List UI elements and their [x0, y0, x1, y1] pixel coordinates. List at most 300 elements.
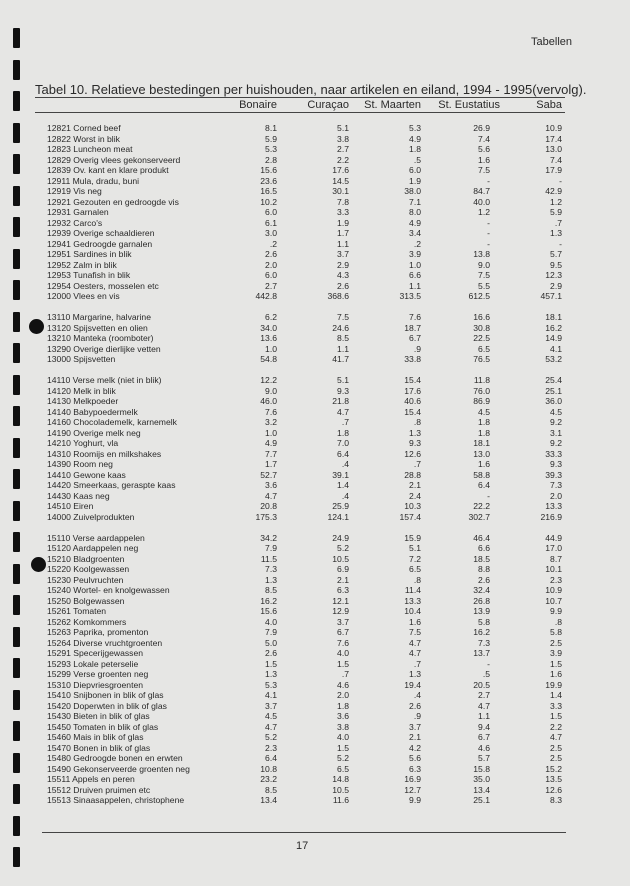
cell-curacao: 12.9	[332, 606, 349, 616]
cell-curacao: 6.7	[337, 627, 349, 637]
cell-curacao: 2.1	[337, 574, 349, 585]
cell-st-maarten: 6.3	[409, 763, 421, 774]
cell-saba: -	[559, 175, 562, 186]
title-rule	[35, 97, 565, 98]
table-row	[0, 753, 630, 764]
cell-st-eustatius: 11.8	[473, 375, 490, 385]
cell-st-eustatius: -	[487, 228, 490, 238]
cell-st-maarten: .8	[413, 574, 421, 585]
group-spacer	[0, 302, 630, 313]
table-row	[0, 690, 630, 701]
cell-curacao: 14.8	[332, 774, 349, 784]
row-label: 12931 Garnalen	[47, 207, 109, 217]
cell-st-maarten: 4.9	[409, 217, 421, 228]
table-row	[0, 680, 630, 691]
cell-curacao: 5.1	[337, 123, 349, 133]
cell-st-maarten: 1.3	[409, 669, 421, 679]
row-label: 13000 Spijsvetten	[47, 354, 116, 364]
cell-bonaire: 6.4	[265, 753, 277, 763]
table-row	[0, 722, 630, 733]
cell-st-eustatius: -	[487, 490, 490, 501]
cell-curacao: 4.0	[337, 648, 349, 658]
cell-st-maarten: 18.7	[404, 322, 421, 333]
cell-saba: 1.6	[550, 669, 562, 679]
row-label: 15420 Doperwten in blik of glas	[47, 700, 167, 711]
cell-bonaire: 16.5	[260, 186, 277, 196]
cell-bonaire: 3.6	[265, 480, 277, 490]
cell-curacao: 2.7	[337, 144, 349, 154]
cell-saba: 17.0	[545, 543, 562, 553]
cell-saba: 1.3	[550, 228, 562, 238]
cell-st-eustatius: 4.6	[478, 742, 490, 753]
cell-saba: 2.5	[550, 753, 562, 763]
cell-bonaire: 34.2	[260, 532, 277, 543]
table-row	[0, 344, 630, 355]
cell-st-maarten: 40.6	[404, 396, 421, 406]
table-row	[0, 144, 630, 155]
cell-saba: 3.9	[550, 648, 562, 658]
table-row	[0, 480, 630, 491]
table-title: Tabel 10. Relatieve bestedingen per huishouden, naar artikelen en eiland, 1994 - 1995(vervolg).	[35, 82, 587, 97]
table-row	[0, 627, 630, 638]
table-row	[0, 333, 630, 344]
cell-bonaire: 1.7	[265, 459, 277, 469]
cell-st-eustatius: 7.5	[478, 165, 490, 175]
cell-curacao: 6.3	[337, 585, 349, 595]
cell-st-maarten: .4	[413, 690, 421, 700]
cell-curacao: 3.7	[337, 616, 349, 627]
cell-saba: 5.9	[550, 207, 562, 217]
cell-st-maarten: 33.8	[404, 354, 421, 364]
cell-st-maarten: .2	[413, 238, 421, 249]
group-spacer	[0, 522, 630, 533]
cell-curacao: 7.0	[337, 438, 349, 448]
row-label: 12839 Ov. kant en klare produkt	[47, 165, 169, 175]
table-row	[0, 165, 630, 176]
cell-st-maarten: 6.5	[409, 564, 421, 574]
cell-bonaire: 3.2	[265, 417, 277, 427]
row-label: 15220 Koolgewassen	[47, 564, 130, 574]
row-label: 15410 Snijbonen in blik of glas	[47, 690, 164, 700]
cell-curacao: 14.5	[332, 175, 349, 186]
table-row	[0, 491, 630, 502]
cell-st-eustatius: .5	[482, 669, 490, 679]
cell-saba: 1.5	[550, 711, 562, 721]
cell-curacao: 24.9	[332, 532, 349, 543]
cell-st-eustatius: 84.7	[473, 186, 490, 196]
row-label: 15263 Paprika, promenton	[47, 627, 149, 637]
cell-st-eustatius: 5.8	[478, 616, 490, 627]
cell-st-maarten: 5.1	[409, 543, 421, 553]
cell-curacao: 4.7	[337, 406, 349, 417]
cell-curacao: 1.9	[337, 217, 349, 228]
row-label: 13120 Spijsvetten en olien	[47, 322, 148, 333]
cell-bonaire: 2.7	[265, 280, 277, 291]
table-row	[0, 228, 630, 239]
row-label: 15230 Peulvruchten	[47, 574, 124, 585]
cell-bonaire: 4.5	[265, 711, 277, 721]
cell-saba: 1.5	[550, 658, 562, 669]
cell-st-maarten: 6.7	[409, 333, 421, 343]
cell-bonaire: 1.5	[265, 658, 277, 669]
table-row	[0, 732, 630, 743]
cell-bonaire: 1.0	[265, 427, 277, 438]
row-label: 15291 Specerijgewassen	[47, 648, 144, 658]
row-label: 12939 Overige schaaldieren	[47, 228, 155, 238]
cell-saba: 1.2	[550, 196, 562, 207]
table-row	[0, 281, 630, 292]
cell-curacao: 5.2	[337, 753, 349, 763]
cell-st-eustatius: 9.4	[478, 721, 490, 732]
cell-st-maarten: 2.1	[409, 732, 421, 742]
table-row	[0, 239, 630, 250]
table-row	[0, 438, 630, 449]
cell-curacao: 5.1	[337, 375, 349, 385]
cell-st-maarten: 15.9	[404, 532, 421, 543]
row-label: 12932 Carco's	[47, 217, 103, 228]
cell-st-maarten: 1.0	[409, 259, 421, 270]
row-label: 15430 Bieten in blik of glas	[47, 711, 150, 721]
cell-st-maarten: 10.3	[404, 501, 421, 511]
cell-curacao: 12.1	[332, 595, 349, 606]
row-label: 13290 Overige dierlijke vetten	[47, 343, 161, 354]
cell-curacao: 3.8	[337, 721, 349, 732]
cell-st-maarten: .9	[413, 343, 421, 354]
table-row	[0, 669, 630, 680]
cell-saba: 9.2	[550, 438, 562, 448]
cell-curacao: 2.6	[337, 280, 349, 291]
cell-curacao: 10.5	[332, 553, 349, 564]
table-row	[0, 795, 630, 806]
cell-st-maarten: 4.7	[409, 648, 421, 658]
cell-bonaire: 4.7	[265, 490, 277, 501]
row-label: 15490 Gekonserveerde groenten neg	[47, 763, 190, 774]
row-label: 15120 Aardappelen neg	[47, 543, 139, 553]
cell-bonaire: 1.3	[265, 574, 277, 585]
cell-bonaire: 4.9	[265, 438, 277, 448]
table-row	[0, 575, 630, 586]
row-label: 15470 Bonen in blik of glas	[47, 742, 151, 753]
row-label: 14210 Yoghurt, vla	[47, 438, 119, 448]
cell-st-maarten: 313.5	[399, 291, 421, 301]
cell-st-eustatius: 7.3	[478, 637, 490, 648]
row-label: 14420 Smeerkaas, geraspte kaas	[47, 480, 176, 490]
cell-curacao: 4.3	[337, 270, 349, 280]
row-label: 12821 Corned beef	[47, 123, 121, 133]
cell-saba: 2.5	[550, 637, 562, 648]
table-row	[0, 648, 630, 659]
cell-saba: 2.2	[550, 721, 562, 732]
cell-curacao: 9.3	[337, 385, 349, 396]
row-label: 15299 Verse groenten neg	[47, 669, 149, 679]
group-spacer	[0, 365, 630, 376]
binding-mark	[13, 28, 20, 48]
cell-curacao: 10.5	[332, 784, 349, 795]
cell-st-eustatius: -	[487, 217, 490, 228]
cell-saba: 14.9	[545, 333, 562, 343]
cell-st-eustatius: 76.5	[473, 354, 490, 364]
cell-saba: 15.2	[545, 763, 562, 774]
cell-curacao: 24.6	[332, 322, 349, 333]
cell-st-eustatius: 1.8	[478, 417, 490, 427]
cell-bonaire: 7.6	[265, 406, 277, 417]
binding-mark	[13, 847, 20, 867]
cell-saba: 1.4	[550, 690, 562, 700]
row-label: 12919 Vis neg	[47, 186, 102, 196]
cell-curacao: .7	[341, 669, 349, 679]
cell-bonaire: 46.0	[260, 396, 277, 406]
row-label: 12951 Sardines in blik	[47, 249, 132, 259]
cell-curacao: 1.8	[337, 427, 349, 438]
cell-bonaire: 13.4	[260, 795, 277, 805]
table-row	[0, 176, 630, 187]
cell-bonaire: .2	[269, 238, 277, 249]
cell-curacao: 1.1	[337, 238, 349, 249]
cell-saba: 13.3	[545, 501, 562, 511]
cell-bonaire: 15.6	[260, 165, 277, 175]
cell-st-maarten: 1.9	[409, 175, 421, 186]
cell-bonaire: 2.3	[265, 742, 277, 753]
binding-mark	[13, 816, 20, 836]
cell-st-maarten: 2.6	[409, 700, 421, 711]
cell-saba: 17.9	[545, 165, 562, 175]
cell-bonaire: 7.3	[265, 564, 277, 574]
cell-st-maarten: 12.7	[404, 784, 421, 795]
cell-saba: 9.5	[550, 259, 562, 270]
cell-curacao: 2.2	[337, 154, 349, 165]
cell-curacao: 7.8	[337, 196, 349, 207]
cell-saba: 17.4	[545, 133, 562, 144]
cell-st-eustatius: 1.2	[478, 207, 490, 217]
row-label: 14130 Melkpoeder	[47, 396, 119, 406]
cell-st-maarten: 4.2	[409, 742, 421, 753]
cell-st-maarten: 7.2	[409, 553, 421, 564]
cell-curacao: 8.5	[337, 333, 349, 343]
cell-st-eustatius: 18.5	[473, 553, 490, 564]
cell-bonaire: 442.8	[255, 291, 277, 301]
row-label: 14510 Eiren	[47, 501, 94, 511]
cell-saba: 2.0	[550, 490, 562, 501]
cell-saba: 33.3	[545, 448, 562, 459]
row-label: 14160 Chocolademelk, karnemelk	[47, 417, 177, 427]
table-row	[0, 396, 630, 407]
table-row	[0, 564, 630, 575]
cell-bonaire: 6.0	[265, 270, 277, 280]
table-row	[0, 291, 630, 302]
cell-curacao: 7.6	[337, 637, 349, 648]
cell-saba: 216.9	[540, 511, 562, 522]
cell-bonaire: 10.2	[260, 196, 277, 207]
cell-saba: 2.5	[550, 742, 562, 753]
cell-st-maarten: 6.0	[409, 165, 421, 175]
cell-bonaire: 5.3	[265, 144, 277, 154]
cell-st-eustatius: 20.5	[473, 679, 490, 690]
cell-curacao: 4.6	[337, 679, 349, 690]
table-row	[0, 659, 630, 670]
cell-curacao: 4.0	[337, 732, 349, 742]
cell-bonaire: 9.0	[265, 385, 277, 396]
cell-bonaire: 23.2	[260, 774, 277, 784]
cell-saba: 10.9	[545, 123, 562, 133]
cell-saba: 9.9	[550, 606, 562, 616]
data-table	[0, 123, 630, 806]
cell-st-eustatius: 15.8	[473, 763, 490, 774]
cell-st-eustatius: 13.4	[473, 784, 490, 795]
cell-st-eustatius: 40.0	[473, 196, 490, 207]
cell-saba: 10.1	[545, 564, 562, 574]
row-label: 14430 Kaas neg	[47, 490, 110, 501]
cell-curacao: 41.7	[332, 354, 349, 364]
cell-bonaire: 23.6	[260, 175, 277, 186]
cell-saba: 7.4	[550, 154, 562, 165]
cell-st-eustatius: 25.1	[473, 795, 490, 805]
cell-bonaire: 6.2	[265, 312, 277, 322]
row-label: 15210 Bladgroenten	[47, 553, 125, 564]
cell-st-eustatius: 26.8	[473, 595, 490, 606]
row-label: 15261 Tomaten	[47, 606, 107, 616]
cell-st-maarten: 28.8	[404, 469, 421, 480]
row-label: 12941 Gedroogde garnalen	[47, 238, 153, 249]
cell-st-maarten: 38.0	[404, 186, 421, 196]
table-row	[0, 417, 630, 428]
table-row	[0, 386, 630, 397]
row-label: 12000 Vlees en vis	[47, 291, 120, 301]
cell-saba: 18.1	[545, 312, 562, 322]
cell-st-eustatius: 16.2	[473, 627, 490, 637]
header-rule	[35, 112, 565, 113]
cell-st-eustatius: -	[487, 175, 490, 186]
cell-st-eustatius: 30.8	[473, 322, 490, 333]
cell-curacao: 6.5	[337, 763, 349, 774]
table-row	[0, 585, 630, 596]
cell-saba: 12.3	[545, 270, 562, 280]
cell-st-eustatius: 6.6	[478, 543, 490, 553]
cell-st-maarten: 9.3	[409, 438, 421, 448]
table-row	[0, 218, 630, 229]
cell-bonaire: 3.7	[265, 700, 277, 711]
cell-st-maarten: 2.1	[409, 480, 421, 490]
row-label: 15450 Tomaten in blik of glas	[47, 721, 159, 732]
cell-saba: 25.1	[545, 385, 562, 396]
cell-bonaire: 34.0	[260, 322, 277, 333]
table-row	[0, 323, 630, 334]
cell-saba: 19.9	[545, 679, 562, 690]
cell-st-maarten: 19.4	[404, 679, 421, 690]
cell-st-maarten: 157.4	[399, 511, 421, 522]
cell-st-eustatius: 86.9	[473, 396, 490, 406]
row-label: 13110 Margarine, halvarine	[47, 312, 151, 322]
cell-bonaire: 7.7	[265, 448, 277, 459]
cell-st-maarten: 1.3	[409, 427, 421, 438]
table-row	[0, 764, 630, 775]
row-label: 14120 Melk in blik	[47, 385, 116, 396]
cell-saba: 3.3	[550, 700, 562, 711]
cell-st-maarten: 10.4	[404, 606, 421, 616]
row-label: 12829 Overig vlees gekonserveerd	[47, 154, 181, 165]
cell-st-eustatius: 5.5	[478, 280, 490, 291]
table-row	[0, 155, 630, 166]
row-label: 12823 Luncheon meat	[47, 144, 133, 154]
cell-st-maarten: 8.0	[409, 207, 421, 217]
cell-st-maarten: 3.4	[409, 228, 421, 238]
cell-curacao: 2.0	[337, 690, 349, 700]
cell-st-maarten: .7	[413, 658, 421, 669]
cell-bonaire: 10.8	[260, 763, 277, 774]
cell-st-maarten: 5.6	[409, 753, 421, 763]
binding-mark	[13, 91, 20, 111]
table-row	[0, 123, 630, 134]
row-label: 12911 Mula, dradu, buni	[47, 175, 140, 186]
cell-st-eustatius: 6.5	[478, 343, 490, 354]
cell-st-maarten: 6.6	[409, 270, 421, 280]
cell-saba: -	[559, 238, 562, 249]
table-row	[0, 743, 630, 754]
row-label: 14310 Roomijs en milkshakes	[47, 448, 162, 459]
cell-bonaire: 8.5	[265, 585, 277, 595]
cell-st-eustatius: 1.6	[478, 154, 490, 165]
cell-saba: 53.2	[545, 354, 562, 364]
cell-st-eustatius: 9.0	[478, 259, 490, 270]
cell-st-maarten: 15.4	[404, 375, 421, 385]
row-label: 12953 Tunafish in blik	[47, 270, 131, 280]
cell-curacao: 30.1	[332, 186, 349, 196]
cell-bonaire: 15.6	[260, 606, 277, 616]
cell-st-maarten: 12.6	[404, 448, 421, 459]
cell-curacao: 7.5	[337, 312, 349, 322]
cell-saba: 39.3	[545, 469, 562, 480]
table-row	[0, 375, 630, 386]
cell-st-eustatius: 13.8	[473, 249, 490, 259]
page-number: 17	[296, 840, 309, 852]
table-row	[0, 785, 630, 796]
cell-bonaire: 2.6	[265, 648, 277, 658]
cell-bonaire: 3.0	[265, 228, 277, 238]
footer-rule	[42, 832, 566, 833]
cell-st-maarten: 1.1	[409, 280, 421, 291]
row-label: 14000 Zuivelprodukten	[47, 511, 135, 522]
cell-st-eustatius: 13.0	[473, 448, 490, 459]
cell-st-maarten: 15.4	[404, 406, 421, 417]
cell-st-eustatius: 26.9	[473, 123, 490, 133]
row-label: 14190 Overige melk neg	[47, 427, 141, 438]
cell-bonaire: 6.0	[265, 207, 277, 217]
table-row	[0, 407, 630, 418]
cell-bonaire: 4.1	[265, 690, 277, 700]
cell-curacao: 1.1	[337, 343, 349, 354]
cell-saba: 5.8	[550, 627, 562, 637]
table-row	[0, 207, 630, 218]
cell-st-maarten: 1.8	[409, 144, 421, 154]
row-label: 14410 Gewone kaas	[47, 469, 126, 480]
cell-st-maarten: 3.7	[409, 721, 421, 732]
cell-bonaire: 1.3	[265, 669, 277, 679]
cell-saba: 4.5	[550, 406, 562, 417]
cell-st-maarten: 7.1	[409, 196, 421, 207]
cell-saba: 9.3	[550, 459, 562, 469]
cell-bonaire: 5.9	[265, 133, 277, 144]
cell-bonaire: 13.6	[260, 333, 277, 343]
cell-curacao: 3.6	[337, 711, 349, 721]
cell-curacao: 1.5	[337, 658, 349, 669]
cell-saba: .7	[554, 217, 562, 228]
cell-curacao: 5.2	[337, 543, 349, 553]
column-header-st-eustatius: St. Eustatius	[438, 99, 500, 111]
column-header-curacao: Curaçao	[307, 99, 349, 111]
table-row	[0, 774, 630, 785]
cell-bonaire: 4.7	[265, 721, 277, 732]
cell-saba: 3.1	[550, 427, 562, 438]
cell-bonaire: 52.7	[260, 469, 277, 480]
